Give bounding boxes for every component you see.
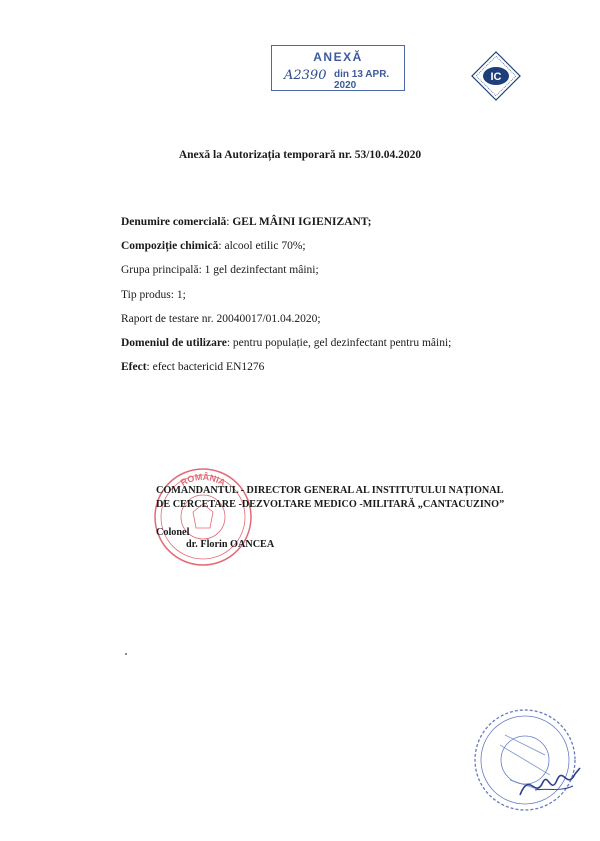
field-value: alcool etilic 70%; — [224, 240, 306, 253]
field-separator: : — [146, 361, 153, 374]
field-value: Tip produs: 1; — [121, 288, 186, 301]
field-label: Domeniul de utilizare — [121, 336, 227, 349]
field-row — [121, 262, 561, 286]
annex-stamp-title: ANEXĂ — [313, 50, 363, 64]
field-separator: : — [226, 216, 233, 228]
field-value: GEL MÂINI IGIENIZANT; — [232, 216, 372, 228]
field-row — [121, 311, 561, 335]
annex-stamp — [271, 45, 405, 91]
annex-stamp-number: A2390 — [284, 68, 327, 83]
field-value: Raport de testare nr. 20040017/01.04.2020; — [121, 312, 321, 325]
field-separator: : — [218, 240, 225, 253]
field-row — [121, 214, 561, 238]
field-separator: : — [226, 336, 233, 349]
red-seal-text: ROMÂNIA — [178, 471, 228, 488]
scan-speck — [125, 653, 127, 655]
document-heading: Anexă la Autorizația temporară nr. 53/10.04.2020 — [178, 149, 422, 161]
field-row — [121, 359, 561, 383]
field-value: efect bactericid EN1276 — [152, 361, 265, 374]
signatory-title-line-1: COMANDANTUL - DIRECTOR GENERAL AL INSTITUTULUI NAȚIONAL — [156, 485, 504, 496]
field-label: Compoziție chimică — [121, 240, 219, 253]
field-row — [121, 287, 561, 311]
signatory-rank: Colonel — [156, 527, 190, 538]
field-value: pentru populație, gel dezinfectant pentru mâini; — [232, 336, 452, 349]
ic-diamond-logo — [470, 50, 522, 102]
field-label: Denumire comercială — [121, 216, 227, 228]
signatory-title-line-2: DE CERCETARE -DEZVOLTARE MEDICO -MILITARĂ „CANTACUZINO” — [156, 499, 505, 510]
handwritten-signature — [515, 760, 585, 805]
product-fields — [121, 214, 561, 383]
field-row — [121, 238, 561, 262]
field-label: Efect — [121, 361, 147, 374]
signatory-name: dr. Florin OANCEA — [186, 539, 275, 550]
ic-logo-text: IC — [490, 71, 502, 83]
signature-block — [156, 484, 576, 550]
annex-stamp-date: din 13 APR. 2020 — [334, 69, 390, 91]
field-row — [121, 335, 561, 359]
field-value: Grupa principală: 1 gel dezinfectant mâini; — [121, 264, 319, 277]
